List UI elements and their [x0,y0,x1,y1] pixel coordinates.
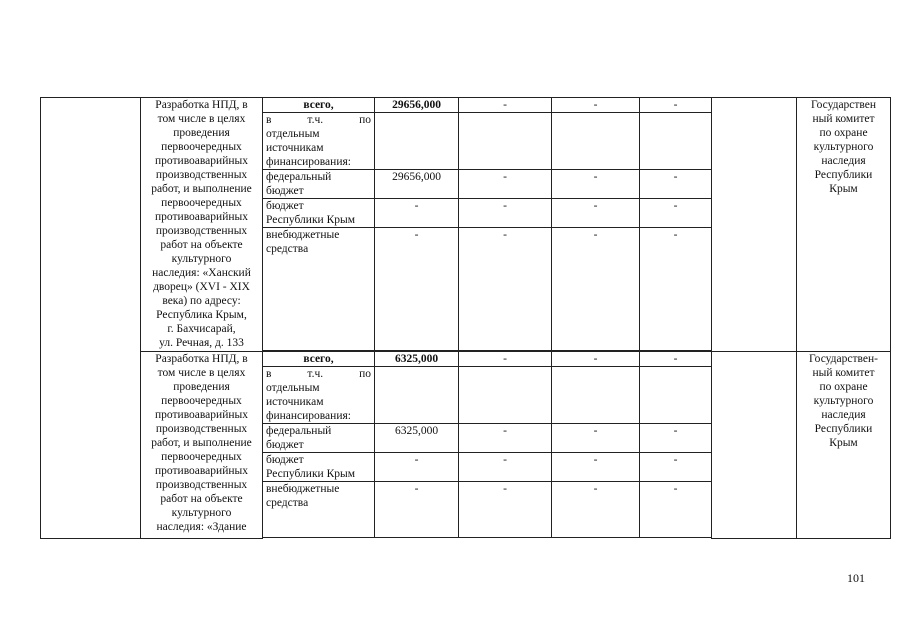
incl-label [263,367,375,424]
incl-label [263,113,375,170]
description-line: г. Бахчисарай, [167,323,236,335]
description-line: том числе в целях [157,367,246,379]
extra-value-2: - [459,482,552,538]
label-line: бюджет [266,454,304,466]
extra-label [263,228,375,351]
extra-label [263,482,375,538]
incl-word: в [266,114,272,126]
description-line: культурного [171,253,232,265]
spacer-cell [263,538,712,539]
description-line: производственных [155,479,248,491]
regional-value-2: - [459,453,552,482]
total-value-4: - [640,352,712,367]
responsible-line: Государствен [810,99,877,111]
responsible-line: Крым [829,183,858,195]
federal-value-4: - [640,424,712,453]
empty-cell [712,98,797,352]
description-line: том числе в целях [157,113,246,125]
empty-cell [552,367,640,424]
extra-value-4: - [640,228,712,351]
incl-word: т.ч. [307,368,324,380]
responsible-cell [797,352,891,539]
label-line: бюджет [266,200,304,212]
description-cell [141,98,263,352]
label-line: средства [266,243,309,255]
incl-line: финансирования: [266,156,351,168]
label-line: бюджет [266,185,304,197]
total-value-4: - [640,98,712,113]
regional-value-3: - [552,453,640,482]
federal-value-4: - [640,170,712,199]
description-line: противоаварийных [155,409,248,421]
regional-value-2: - [459,199,552,228]
description-line: Республика Крым, [156,309,247,321]
total-value-1: 6325,000 [375,352,459,367]
table-row [41,98,891,113]
description-cell [141,352,263,539]
table-row [41,352,891,367]
total-value-3: - [552,98,640,113]
incl-word: по [359,114,371,126]
regional-value-1: - [375,199,459,228]
responsible-line: Государствен- [809,353,878,365]
responsible-line: наследия [821,155,866,167]
federal-label [263,424,375,453]
federal-value-3: - [552,170,640,199]
description-line: наследия: «Здание [156,521,247,533]
empty-first-column [41,98,141,539]
total-value-2: - [459,98,552,113]
empty-cell [640,113,712,170]
description-line: работ на объекте [160,493,243,505]
empty-cell [552,113,640,170]
label-line: Республики Крым [266,468,355,480]
federal-value-2: - [459,170,552,199]
empty-cell [712,352,797,539]
regional-label [263,199,375,228]
empty-cell [375,113,459,170]
description-line: работ, и выполнение [151,183,252,195]
budget-table [40,97,891,539]
total-value-1: 29656,000 [375,98,459,113]
regional-value-3: - [552,199,640,228]
label-line: средства [266,497,309,509]
description-line: первоочередных [161,451,242,463]
description-line: первоочередных [161,197,242,209]
total-value-3: - [552,352,640,367]
responsible-line: культурного [813,395,874,407]
responsible-line: культурного [813,141,874,153]
incl-line: финансирования: [266,410,351,422]
extra-value-1: - [375,482,459,538]
responsible-cell [797,98,891,352]
responsible-line: Крым [829,437,858,449]
description-line: производственных [155,423,248,435]
description-line: культурного [171,507,232,519]
label-line: Республики Крым [266,214,355,226]
label-line: внебюджетные [266,483,340,495]
label-line: внебюджетные [266,229,340,241]
empty-cell [640,367,712,424]
total-value-2: - [459,352,552,367]
description-line: века) по адресу: [162,295,241,307]
description-line: противоаварийных [155,211,248,223]
empty-cell [459,113,552,170]
empty-cell [459,367,552,424]
label-line: бюджет [266,439,304,451]
federal-value-1: 29656,000 [375,170,459,199]
regional-value-4: - [640,453,712,482]
description-line: противоаварийных [155,155,248,167]
incl-word: в [266,368,272,380]
description-line: Разработка НПД, в [155,99,248,111]
incl-line: источникам [266,396,324,408]
empty-cell [375,367,459,424]
description-line: производственных [155,169,248,181]
federal-label [263,170,375,199]
description-line: первоочередных [161,395,242,407]
responsible-line: наследия [821,409,866,421]
description-line: работ на объекте [160,239,243,251]
responsible-line: по охране [819,381,868,393]
incl-line: источникам [266,142,324,154]
description-line: производственных [155,225,248,237]
federal-value-3: - [552,424,640,453]
description-line: проведения [173,127,230,139]
label-line: федеральный [266,425,332,437]
responsible-line: ный комитет [812,113,875,125]
incl-first-line [266,113,371,127]
extra-value-3: - [552,482,640,538]
incl-first-line [266,367,371,381]
regional-value-1: - [375,453,459,482]
description-line: ул. Речная, д. 133 [159,337,244,349]
description-line: проведения [173,381,230,393]
total-label: всего, [263,98,375,113]
page-number: 101 [847,571,865,585]
total-label: всего, [263,352,375,367]
federal-value-2: - [459,424,552,453]
description-line: наследия: «Ханский [152,267,251,279]
description-line: противоаварийных [155,465,248,477]
extra-value-2: - [459,228,552,351]
responsible-line: по охране [819,127,868,139]
responsible-line: Республики [814,169,873,181]
federal-value-1: 6325,000 [375,424,459,453]
responsible-line: Республики [814,423,873,435]
description-line: работ, и выполнение [151,437,252,449]
extra-value-1: - [375,228,459,351]
description-line: дворец» (XVI - XIX [153,281,250,293]
regional-label [263,453,375,482]
extra-value-3: - [552,228,640,351]
description-line: Разработка НПД, в [155,353,248,365]
responsible-line: ный комитет [812,367,875,379]
regional-value-4: - [640,199,712,228]
incl-word: по [359,368,371,380]
incl-line: отдельным [266,382,320,394]
label-line: федеральный [266,171,332,183]
extra-value-4: - [640,482,712,538]
description-line: первоочередных [161,141,242,153]
incl-line: отдельным [266,128,320,140]
incl-word: т.ч. [307,114,324,126]
